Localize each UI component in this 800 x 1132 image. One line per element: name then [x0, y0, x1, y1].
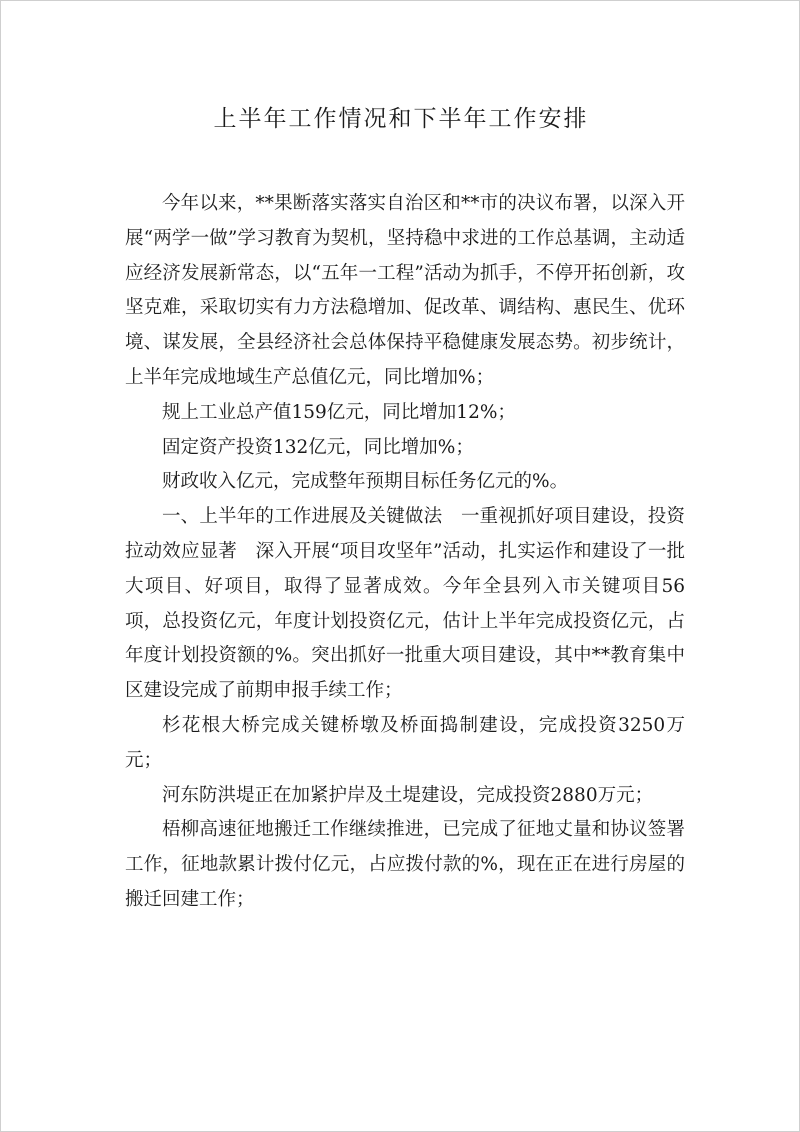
- paragraph: 一、上半年的工作进展及关键做法 一重视抓好项目建设，投资拉动效应显著 深入开展“项目攻坚年”活动，扎实运作和建设了一批大项目、好项目，取得了显著成效。今年全县列入市关键项目56项，总投资亿元，年度计划投资亿元，估计上半年完成投资亿元，占年度计划投资额的%。突出抓好一批重大项目建设，其中**教育集中区建设完成了前期申报手续工作；: [125, 506, 685, 702]
- paragraph: 杉花根大桥完成关键桥墩及桥面捣制建设，完成投资3250万元；: [125, 714, 685, 771]
- paragraph: 河东防洪堤正在加紧护岸及土堤建设，完成投资2880万元；: [162, 784, 654, 806]
- document-title: 上半年工作情况和下半年工作安排: [213, 106, 589, 132]
- document-body: [125, 187, 685, 918]
- paragraph: 固定资产投资132亿元，同比增加%；: [162, 436, 474, 458]
- paragraph: 梧柳高速征地搬迁工作继续推进，已完成了征地丈量和协议签署工作，征地款累计拨付亿元，占应拨付款的%，现在正在进行房屋的搬迁回建工作；: [125, 819, 685, 910]
- paragraph: 今年以来，**果断落实落实自治区和**市的决议布署，以深入开展“两学一做”学习教育为契机，坚持稳中求进的工作总基调，主动适应经济发展新常态，以“五年一工程”活动为抓手，不停开拓创新，攻坚克难，采取切实有力方法稳增加、促改革、调结构、惠民生、优环境、谋发展，全县经济社会总体保持平稳健康发展态势。初步统计，上半年完成地域生产总值亿元，同比增加%；: [125, 193, 685, 388]
- paragraph: 规上工业总产值159亿元，同比增加12%；: [162, 401, 516, 423]
- paragraph: 财政收入亿元，完成整年预期目标任务亿元的%。: [162, 471, 569, 493]
